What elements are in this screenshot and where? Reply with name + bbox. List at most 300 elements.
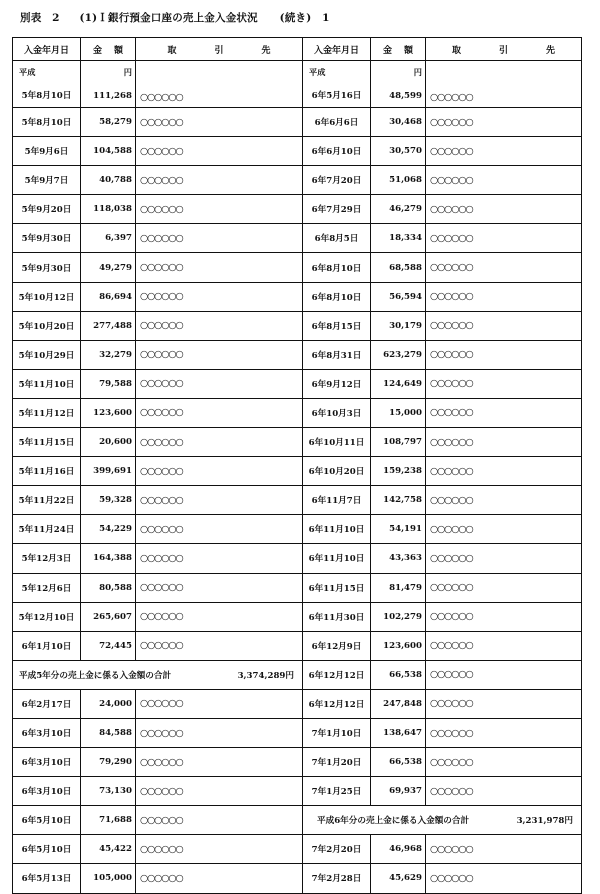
date-text: 6年5月16日 (311, 91, 362, 101)
deposit-date (13, 61, 81, 108)
table-row (13, 573, 303, 602)
table-row (13, 806, 303, 835)
deposit-date: 5年12月6日 (13, 573, 81, 602)
table-row (303, 108, 582, 137)
table-row (303, 369, 582, 398)
counterparty (136, 137, 303, 166)
masked-name: ○○○○○○ (140, 814, 183, 826)
masked-name: ○○○○○○ (140, 436, 183, 448)
table-row (303, 748, 582, 777)
counterparty (426, 369, 582, 398)
deposit-date: 5年11月24日 (13, 515, 81, 544)
table-row (303, 486, 582, 515)
masked-name: ○○○○○○ (430, 727, 473, 739)
deposit-amount: 68,588 (371, 253, 426, 282)
table-row (13, 253, 303, 282)
deposit-date: 6年8月10日 (303, 282, 371, 311)
yearly-total (13, 660, 303, 689)
deposit-date: 6年5月10日 (13, 835, 81, 864)
masked-name: ○○○○○○ (140, 465, 183, 477)
masked-name: ○○○○○○ (140, 262, 183, 274)
deposit-amount: 46,279 (371, 195, 426, 224)
masked-name: ○○○○○○ (430, 436, 473, 448)
counterparty (136, 573, 303, 602)
masked-name: ○○○○○○ (140, 552, 183, 564)
deposit-date: 6年12月12日 (303, 689, 371, 718)
masked-name: ○○○○○○ (430, 785, 473, 797)
table-row (13, 544, 303, 573)
masked-name: ○○○○○○ (430, 640, 473, 652)
table-row (13, 457, 303, 486)
counterparty (426, 398, 582, 427)
deposit-date: 6年6月6日 (303, 108, 371, 137)
table-row (303, 457, 582, 486)
table-row (13, 108, 303, 137)
deposit-date: 6年11月7日 (303, 486, 371, 515)
ledger-body-left (13, 61, 303, 894)
table-row (13, 777, 303, 806)
deposit-date: 6年8月5日 (303, 224, 371, 253)
counterparty (426, 748, 582, 777)
header-party: 取 引 先 (426, 38, 582, 61)
counterparty (426, 777, 582, 806)
deposit-date: 6年11月10日 (303, 515, 371, 544)
table-row (303, 428, 582, 457)
counterparty (426, 689, 582, 718)
masked-name: ○○○○○○ (140, 640, 183, 652)
counterparty (426, 631, 582, 660)
yen-unit: 円 (413, 67, 422, 77)
masked-name: ○○○○○○ (430, 320, 473, 332)
counterparty (426, 718, 582, 747)
header-amount: 金 額 (81, 38, 136, 61)
counterparty (426, 61, 582, 108)
counterparty (136, 282, 303, 311)
deposit-date: 5年12月10日 (13, 602, 81, 631)
masked-name: ○○○○○○ (430, 523, 473, 535)
deposit-amount: 24,000 (81, 689, 136, 718)
masked-name: ○○○○○○ (140, 611, 183, 623)
deposit-date: 5年11月22日 (13, 486, 81, 515)
table-row (303, 166, 582, 195)
counterparty (136, 689, 303, 718)
deposit-amount: 66,538 (371, 748, 426, 777)
masked-name: ○○○○○○ (140, 203, 183, 215)
masked-name: ○○○○○○ (430, 378, 473, 390)
table-subtitle: (1)Ｉ銀行預金口座の売上金入金状況 (79, 12, 258, 24)
table-row (303, 282, 582, 311)
table-row (13, 137, 303, 166)
deposit-amount: 142,758 (371, 486, 426, 515)
counterparty (136, 457, 303, 486)
table-row (13, 689, 303, 718)
counterparty (426, 282, 582, 311)
masked-name: ○○○○○○ (430, 407, 473, 419)
table-row (13, 835, 303, 864)
table-row (13, 224, 303, 253)
deposit-amount: 118,038 (81, 195, 136, 224)
deposit-date: 6年12月12日 (303, 660, 371, 689)
deposit-amount (371, 61, 426, 108)
deposit-date: 6年3月10日 (13, 777, 81, 806)
table-row (13, 340, 303, 369)
deposit-amount: 84,588 (81, 718, 136, 747)
deposit-date: 6年3月10日 (13, 748, 81, 777)
table-row (13, 195, 303, 224)
deposit-amount: 40,788 (81, 166, 136, 195)
counterparty (426, 340, 582, 369)
deposit-date: 5年9月6日 (13, 137, 81, 166)
deposit-date: 6年2月17日 (13, 689, 81, 718)
masked-name: ○○○○○○ (140, 407, 183, 419)
counterparty (136, 544, 303, 573)
masked-name: ○○○○○○ (140, 291, 183, 303)
counterparty (426, 428, 582, 457)
counterparty (136, 398, 303, 427)
table-row (13, 311, 303, 340)
deposit-amount: 72,445 (81, 631, 136, 660)
total-amount: 3,231,978円 (516, 816, 573, 827)
masked-name: ○○○○○○ (140, 378, 183, 390)
total-row (13, 660, 303, 689)
deposit-amount: 71,688 (81, 806, 136, 835)
table-row (303, 137, 582, 166)
counterparty (426, 195, 582, 224)
counterparty (136, 777, 303, 806)
deposit-amount: 247,848 (371, 689, 426, 718)
deposit-date: 6年12月9日 (303, 631, 371, 660)
masked-name: ○○○○○○ (140, 872, 183, 884)
masked-name: ○○○○○○ (430, 203, 473, 215)
deposit-amount: 79,588 (81, 369, 136, 398)
counterparty (426, 515, 582, 544)
deposit-amount: 30,570 (371, 137, 426, 166)
era-label: 平成 (309, 67, 326, 77)
continued-note: (続き) 1 (279, 12, 330, 24)
deposit-date: 5年11月12日 (13, 398, 81, 427)
deposit-amount: 54,191 (371, 515, 426, 544)
masked-name: ○○○○○○ (140, 320, 183, 332)
total-amount: 3,374,289円 (237, 670, 294, 681)
table-row (303, 224, 582, 253)
masked-name: ○○○○○○ (430, 291, 473, 303)
table-row (13, 369, 303, 398)
deposit-date: 6年11月30日 (303, 602, 371, 631)
table-row (303, 340, 582, 369)
table-row (303, 660, 582, 689)
deposit-amount: 59,328 (81, 486, 136, 515)
table-row (13, 282, 303, 311)
deposit-amount: 51,068 (371, 166, 426, 195)
deposit-date: 6年3月10日 (13, 718, 81, 747)
deposit-date: 7年2月28日 (303, 864, 371, 893)
masked-name: ○○○○○○ (430, 669, 473, 681)
masked-name: ○○○○○○ (430, 92, 473, 103)
deposit-date: 5年9月7日 (13, 166, 81, 195)
deposit-date: 6年11月10日 (303, 544, 371, 573)
counterparty (426, 573, 582, 602)
header-row (13, 38, 303, 61)
deposit-amount: 46,968 (371, 835, 426, 864)
counterparty (136, 224, 303, 253)
amount-text: 111,268 (93, 91, 132, 101)
masked-name: ○○○○○○ (430, 552, 473, 564)
date-text: 5年8月10日 (21, 91, 72, 101)
masked-name: ○○○○○○ (140, 145, 183, 157)
deposit-amount: 104,588 (81, 137, 136, 166)
deposit-amount: 73,130 (81, 777, 136, 806)
masked-name: ○○○○○○ (140, 494, 183, 506)
masked-name: ○○○○○○ (430, 582, 473, 594)
counterparty (136, 748, 303, 777)
deposit-date: 6年7月20日 (303, 166, 371, 195)
deposit-amount: 15,000 (371, 398, 426, 427)
table-row (303, 195, 582, 224)
deposit-amount: 164,388 (81, 544, 136, 573)
table-row (303, 61, 582, 108)
counterparty (136, 61, 303, 108)
deposit-amount: 123,600 (371, 631, 426, 660)
masked-name: ○○○○○○ (430, 494, 473, 506)
deposit-amount: 69,937 (371, 777, 426, 806)
counterparty (136, 340, 303, 369)
masked-name: ○○○○○○ (430, 756, 473, 768)
counterparty (426, 602, 582, 631)
masked-name: ○○○○○○ (430, 232, 473, 244)
deposit-date: 5年8月10日 (13, 108, 81, 137)
deposit-amount: 81,479 (371, 573, 426, 602)
counterparty (136, 718, 303, 747)
yen-unit: 円 (123, 67, 132, 77)
header-row (303, 38, 582, 61)
deposit-amount: 277,488 (81, 311, 136, 340)
masked-name: ○○○○○○ (430, 843, 473, 855)
deposit-date: 6年5月10日 (13, 806, 81, 835)
table-row (13, 428, 303, 457)
deposit-date: 5年9月30日 (13, 253, 81, 282)
counterparty (136, 486, 303, 515)
counterparty (136, 253, 303, 282)
deposit-amount: 54,229 (81, 515, 136, 544)
deposit-amount: 6,397 (81, 224, 136, 253)
masked-name: ○○○○○○ (430, 174, 473, 186)
table-row (303, 864, 582, 893)
deposit-date: 5年12月3日 (13, 544, 81, 573)
table-row (13, 166, 303, 195)
deposit-amount: 32,279 (81, 340, 136, 369)
counterparty (426, 660, 582, 689)
deposit-date: 5年9月20日 (13, 195, 81, 224)
ledger-table-right (302, 37, 582, 894)
deposit-date: 6年10月20日 (303, 457, 371, 486)
deposit-date: 6年9月12日 (303, 369, 371, 398)
deposit-date: 5年11月10日 (13, 369, 81, 398)
deposit-date: 5年10月12日 (13, 282, 81, 311)
table-row (303, 544, 582, 573)
deposit-date: 5年11月15日 (13, 428, 81, 457)
deposit-amount: 18,334 (371, 224, 426, 253)
masked-name: ○○○○○○ (140, 349, 183, 361)
deposit-amount (81, 61, 136, 108)
counterparty (426, 486, 582, 515)
masked-name: ○○○○○○ (430, 698, 473, 710)
masked-name: ○○○○○○ (140, 174, 183, 186)
deposit-amount: 105,000 (81, 864, 136, 893)
deposit-amount: 58,279 (81, 108, 136, 137)
deposit-amount: 30,179 (371, 311, 426, 340)
deposit-amount: 108,797 (371, 428, 426, 457)
masked-name: ○○○○○○ (430, 611, 473, 623)
counterparty (426, 835, 582, 864)
masked-name: ○○○○○○ (430, 349, 473, 361)
masked-name: ○○○○○○ (430, 262, 473, 274)
header-date: 入金年月日 (13, 38, 81, 61)
masked-name: ○○○○○○ (430, 872, 473, 884)
deposit-amount: 102,279 (371, 602, 426, 631)
counterparty (136, 108, 303, 137)
ledger-table-left (12, 37, 303, 894)
deposit-amount: 80,588 (81, 573, 136, 602)
table-row (303, 631, 582, 660)
deposit-date: 6年8月15日 (303, 311, 371, 340)
counterparty (136, 631, 303, 660)
deposit-date: 6年10月3日 (303, 398, 371, 427)
header-party: 取 引 先 (136, 38, 303, 61)
table-row (303, 689, 582, 718)
masked-name: ○○○○○○ (140, 727, 183, 739)
deposit-amount: 43,363 (371, 544, 426, 573)
total-label: 平成5年分の売上金に係る入金額の合計 (19, 670, 172, 681)
masked-name: ○○○○○○ (140, 843, 183, 855)
table-row (303, 515, 582, 544)
deposit-date: 7年1月20日 (303, 748, 371, 777)
header-date: 入金年月日 (303, 38, 371, 61)
masked-name: ○○○○○○ (140, 116, 183, 128)
masked-name: ○○○○○○ (140, 582, 183, 594)
counterparty (136, 515, 303, 544)
deposit-amount: 159,238 (371, 457, 426, 486)
deposit-amount: 399,691 (81, 457, 136, 486)
deposit-date: 6年5月13日 (13, 864, 81, 893)
deposit-date: 6年7月29日 (303, 195, 371, 224)
masked-name: ○○○○○○ (140, 756, 183, 768)
deposit-date: 6年6月10日 (303, 137, 371, 166)
total-label: 平成6年分の売上金に係る入金額の合計 (317, 816, 470, 827)
table-row (303, 573, 582, 602)
amount-text: 48,599 (389, 91, 422, 101)
table-row (13, 515, 303, 544)
table-row (13, 486, 303, 515)
masked-name: ○○○○○○ (140, 92, 183, 103)
deposit-date: 5年9月30日 (13, 224, 81, 253)
masked-name: ○○○○○○ (140, 523, 183, 535)
table-row (303, 777, 582, 806)
deposit-amount: 45,629 (371, 864, 426, 893)
deposit-amount: 86,694 (81, 282, 136, 311)
counterparty (136, 195, 303, 224)
masked-name: ○○○○○○ (430, 145, 473, 157)
counterparty (426, 108, 582, 137)
deposit-amount: 138,647 (371, 718, 426, 747)
table-row (303, 718, 582, 747)
masked-name: ○○○○○○ (430, 116, 473, 128)
table-row (303, 253, 582, 282)
table-row (13, 718, 303, 747)
deposit-date: 7年2月20日 (303, 835, 371, 864)
deposit-amount: 49,279 (81, 253, 136, 282)
deposit-amount: 124,649 (371, 369, 426, 398)
table-row (13, 398, 303, 427)
counterparty (426, 544, 582, 573)
yearly-total (303, 806, 582, 835)
counterparty (426, 311, 582, 340)
table-row (303, 835, 582, 864)
masked-name: ○○○○○○ (140, 785, 183, 797)
masked-name: ○○○○○○ (430, 465, 473, 477)
deposit-amount: 79,290 (81, 748, 136, 777)
appendix-label: 別表 2 (20, 12, 60, 24)
counterparty (426, 166, 582, 195)
table-row (303, 311, 582, 340)
counterparty (426, 224, 582, 253)
deposit-date: 6年8月31日 (303, 340, 371, 369)
counterparty (136, 835, 303, 864)
deposit-amount: 66,538 (371, 660, 426, 689)
counterparty (136, 428, 303, 457)
counterparty (426, 137, 582, 166)
total-row (303, 806, 582, 835)
table-row (303, 602, 582, 631)
deposit-amount: 30,468 (371, 108, 426, 137)
table-row (13, 748, 303, 777)
table-row (13, 864, 303, 893)
deposit-amount: 20,600 (81, 428, 136, 457)
counterparty (426, 864, 582, 893)
era-label: 平成 (19, 67, 36, 77)
table-row (13, 602, 303, 631)
deposit-amount: 623,279 (371, 340, 426, 369)
table-row (13, 61, 303, 108)
deposit-date: 6年10月11日 (303, 428, 371, 457)
masked-name: ○○○○○○ (140, 232, 183, 244)
deposit-date: 5年11月16日 (13, 457, 81, 486)
deposit-date (303, 61, 371, 108)
counterparty (426, 457, 582, 486)
deposit-date: 6年1月10日 (13, 631, 81, 660)
counterparty (136, 864, 303, 893)
deposit-date: 5年10月29日 (13, 340, 81, 369)
header-amount: 金 額 (371, 38, 426, 61)
deposit-date: 7年1月25日 (303, 777, 371, 806)
counterparty (136, 311, 303, 340)
table-row (13, 631, 303, 660)
counterparty (136, 166, 303, 195)
masked-name: ○○○○○○ (140, 698, 183, 710)
deposit-amount: 265,607 (81, 602, 136, 631)
table-row (303, 398, 582, 427)
deposit-date: 7年1月10日 (303, 718, 371, 747)
counterparty (136, 369, 303, 398)
deposit-date: 6年8月10日 (303, 253, 371, 282)
deposit-amount: 45,422 (81, 835, 136, 864)
deposit-date: 6年11月15日 (303, 573, 371, 602)
counterparty (426, 253, 582, 282)
deposit-amount: 123,600 (81, 398, 136, 427)
deposit-date: 5年10月20日 (13, 311, 81, 340)
counterparty (136, 806, 303, 835)
deposit-amount: 56,594 (371, 282, 426, 311)
counterparty (136, 602, 303, 631)
